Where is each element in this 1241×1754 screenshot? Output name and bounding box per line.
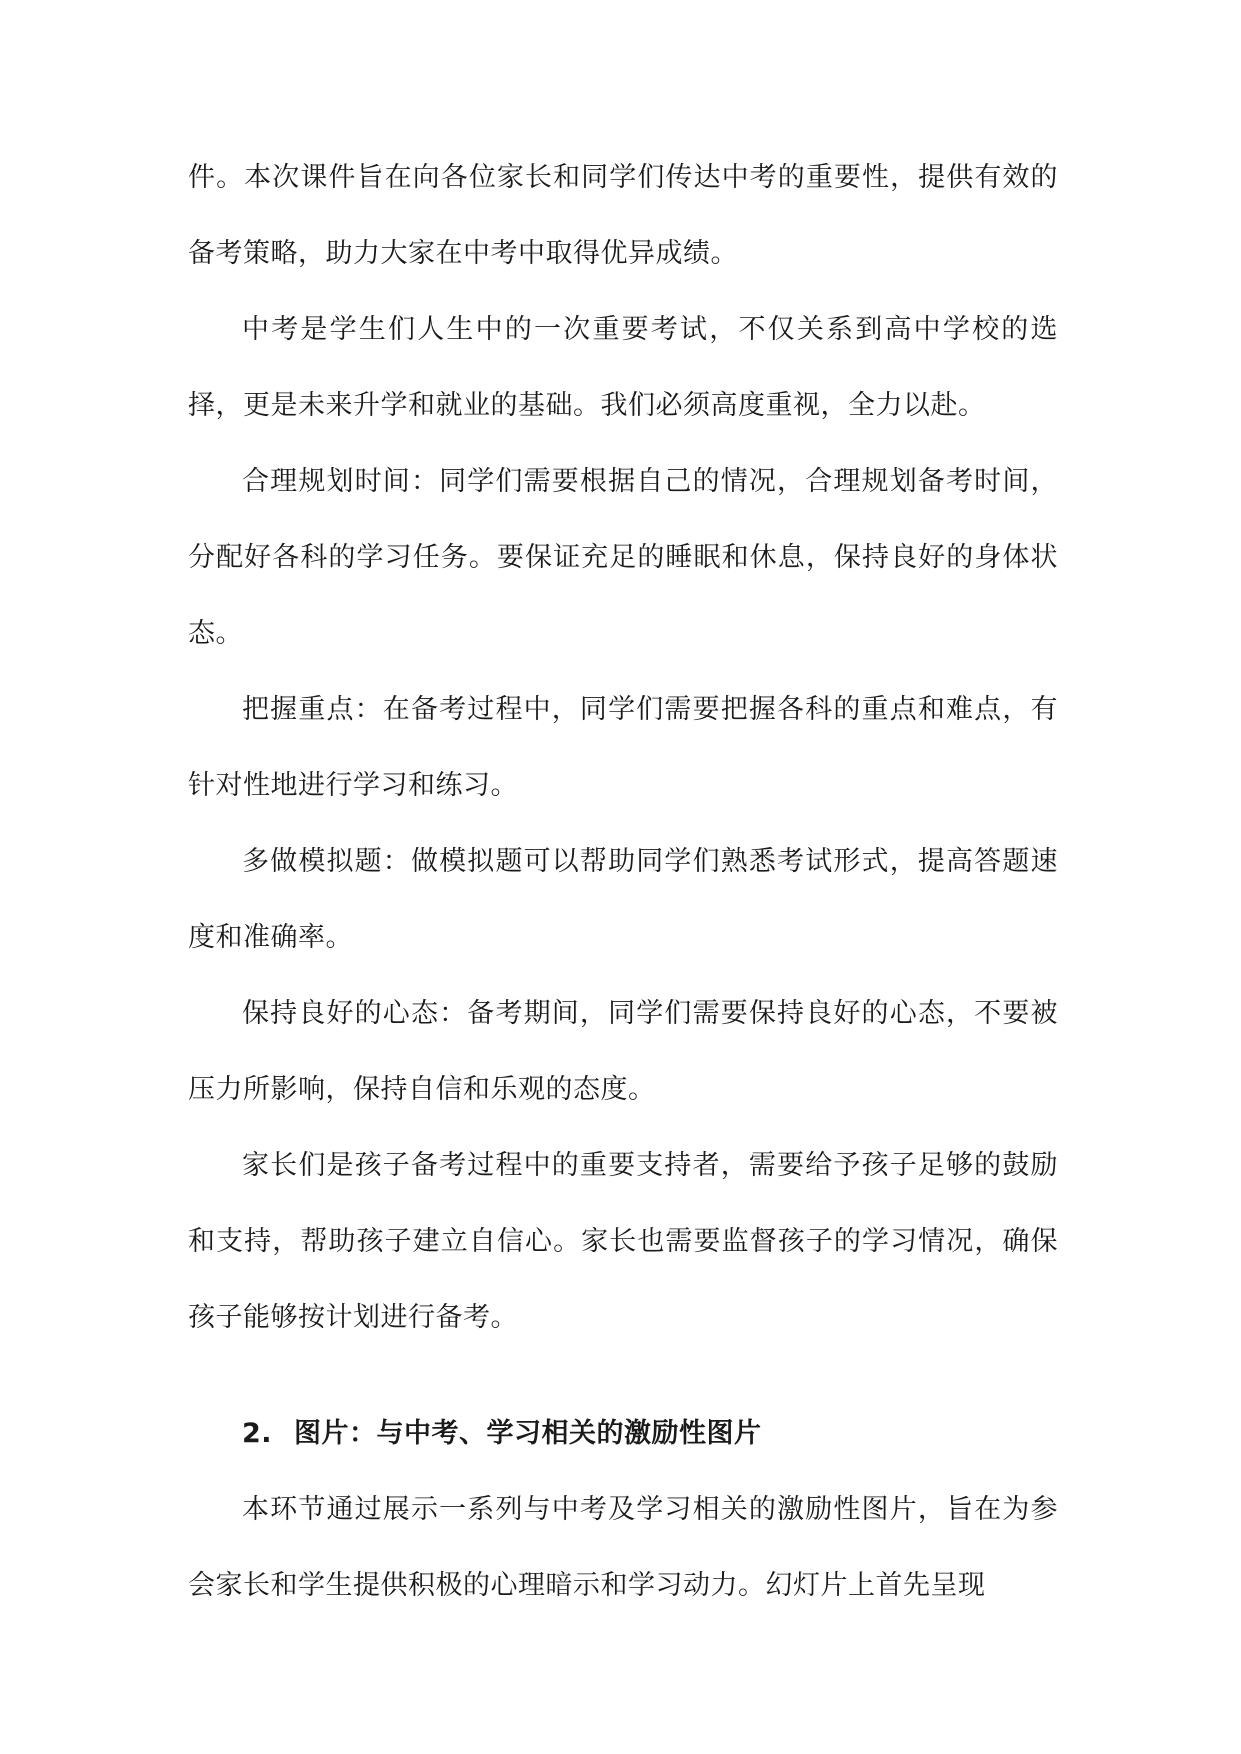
- paragraph-3: 合理规划时间：同学们需要根据自己的情况，合理规划备考时间，分配好各科的学习任务。要保证充足的睡眠和休息，保持良好的身体状态。: [188, 466, 1058, 649]
- paragraph-1: 件。本次课件旨在向各位家长和同学们传达中考的重要性，提供有效的备考策略，助力大家在中考中取得优异成绩。: [188, 162, 1058, 269]
- section-heading: [188, 1396, 1058, 1472]
- paragraph-2: 中考是学生们人生中的一次重要考试，不仅关系到高中学校的选择，更是未来升学和就业的基础。我们必须高度重视，全力以赴。: [188, 314, 1058, 421]
- paragraph-6: 保持良好的心态：备考期间，同学们需要保持良好的心态，不要被压力所影响，保持自信和乐观的态度。: [188, 998, 1058, 1105]
- section-heading-number: 2.: [242, 1418, 273, 1449]
- paragraph-8: 本环节通过展示一系列与中考及学习相关的激励性图片，旨在为参会家长和学生提供积极的心理暗示和学习动力。幻灯片上首先呈现: [188, 1494, 1058, 1601]
- paragraph-5: 多做模拟题：做模拟题可以帮助同学们熟悉考试形式，提高答题速度和准确率。: [188, 846, 1058, 953]
- paragraph-4: 把握重点：在备考过程中，同学们需要把握各科的重点和难点，有针对性地进行学习和练习。: [188, 694, 1058, 801]
- paragraph-7: 家长们是孩子备考过程中的重要支持者，需要给予孩子足够的鼓励和支持，帮助孩子建立自信心。家长也需要监督孩子的学习情况，确保孩子能够按计划进行备考。: [188, 1150, 1058, 1333]
- document-body: [188, 140, 1058, 1624]
- section-heading-text: 图片：与中考、学习相关的激励性图片: [294, 1418, 762, 1449]
